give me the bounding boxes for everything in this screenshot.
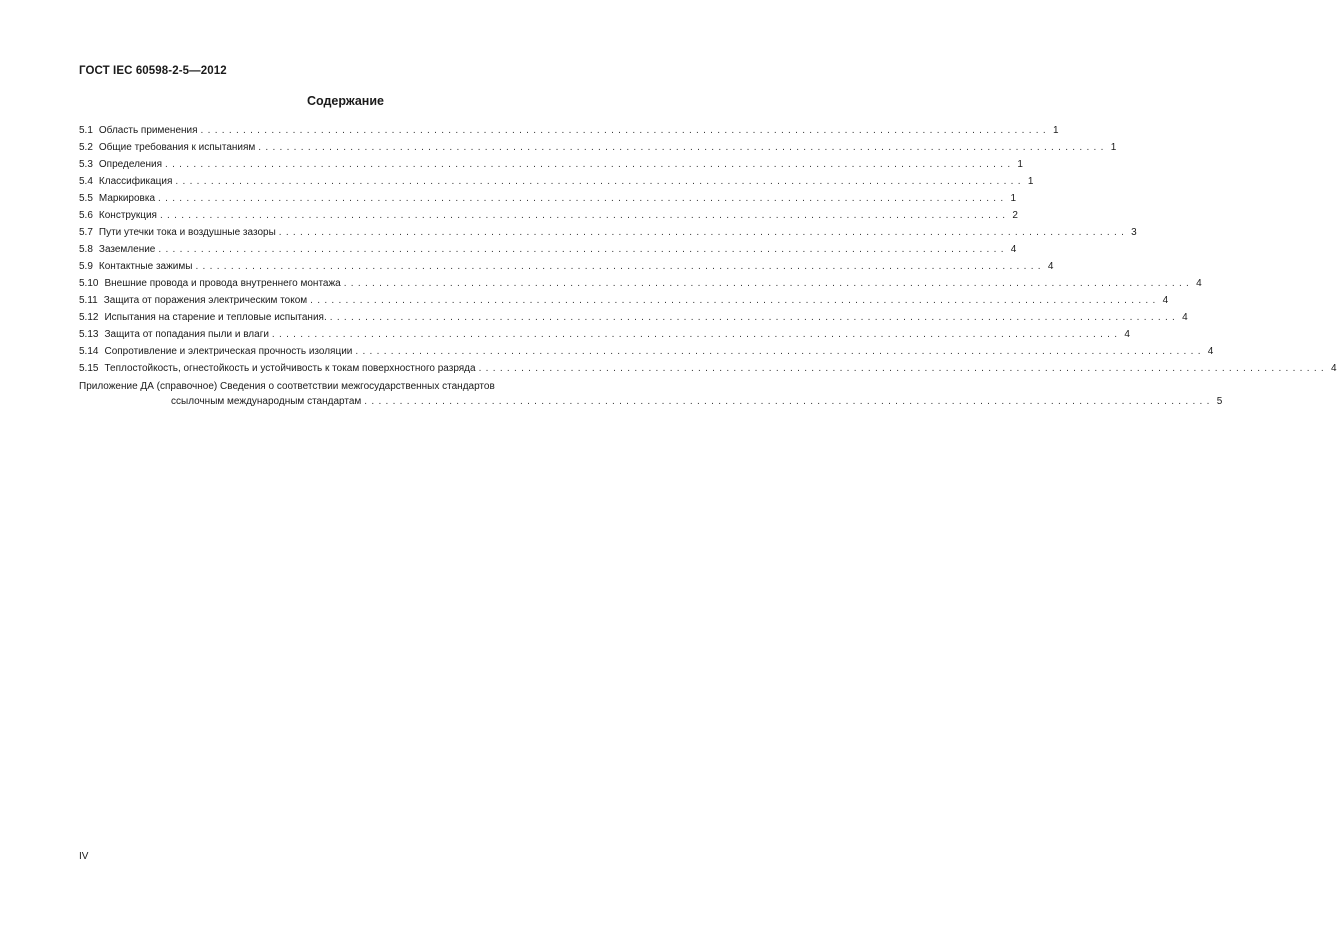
toc-entry[interactable]	[79, 207, 1018, 224]
toc-entry-number: 5.9	[79, 261, 93, 272]
toc-entry-number: 5.13	[79, 329, 99, 340]
toc-entry-number: 5.3	[79, 159, 93, 170]
toc-entry-page: 4	[1162, 295, 1169, 306]
toc-entry-page: 4	[1047, 261, 1054, 272]
toc-entry-label: Конструкция	[98, 210, 157, 221]
toc-entry[interactable]	[79, 309, 1188, 326]
toc-entry-page: 1	[1027, 176, 1034, 187]
dot-leader: ........................................................................................................................	[364, 396, 1214, 407]
toc-entry-label: Область применения	[98, 125, 198, 136]
dot-leader: ........................................................................................................................	[195, 261, 1045, 272]
dot-leader: ........................................................................................................................	[355, 346, 1205, 357]
toc-entry-label: Пути утечки тока и воздушные зазоры	[98, 227, 276, 238]
dot-leader: ........................................................................................................................	[271, 329, 1122, 340]
toc-entry-label: Контактные зажимы	[98, 261, 193, 272]
toc-entry-number: 5.7	[79, 227, 93, 238]
toc-entry-label: Испытания на старение и тепловые испытания.	[104, 312, 327, 323]
toc-entry-label: Определения	[98, 159, 162, 170]
toc-entry[interactable]	[79, 241, 1017, 258]
dot-leader: ........................................................................................................................	[258, 142, 1108, 153]
toc-entry-page: 4	[1207, 346, 1214, 357]
toc-entry[interactable]	[79, 326, 1130, 343]
dot-leader: ........................................................................................................................	[343, 278, 1194, 289]
toc-appendix-entry[interactable]	[79, 379, 1223, 409]
toc-entry-page: 1	[1010, 193, 1016, 204]
toc-entry[interactable]	[79, 360, 1337, 377]
toc-entry-label: Заземление	[98, 244, 156, 255]
toc-entry-number: 5.15	[79, 363, 99, 374]
dot-leader: ........................................................................................................................	[478, 363, 1328, 374]
dot-leader: ........................................................................................................................	[159, 210, 1010, 221]
dot-leader: ........................................................................................................................	[175, 176, 1025, 187]
toc-entry-number: 5.1	[79, 125, 93, 136]
appendix-title-line2: ссылочным международным стандартам	[171, 396, 362, 407]
dot-leader: ........................................................................................................................	[165, 159, 1015, 170]
toc-entry-page: 4	[1196, 278, 1202, 289]
toc-entry-page: 4	[1010, 244, 1017, 255]
toc-entry-page: 1	[1110, 142, 1117, 153]
toc-entry-page: 3	[1131, 227, 1137, 238]
toc-entry-number: 5.14	[79, 346, 99, 357]
toc-entry-label: Теплостойкость, огнестойкость и устойчивость к токам поверхностного разряда	[104, 363, 476, 374]
toc-entry[interactable]	[79, 173, 1034, 190]
toc-entry[interactable]	[79, 275, 1202, 292]
appendix-title-line2-row	[171, 394, 1223, 409]
dot-leader: ........................................................................................................................	[200, 125, 1050, 136]
toc-entry-number: 5.8	[79, 244, 93, 255]
standard-code: ГОСТ IEC 60598-2-5—2012	[79, 65, 227, 77]
toc-entry-label: Защита от попадания пыли и влаги	[104, 329, 269, 340]
toc-entry[interactable]	[79, 156, 1023, 173]
dot-leader: ........................................................................................................................	[158, 244, 1008, 255]
toc-entry-number: 5.5	[79, 193, 93, 204]
toc-entry-page: 4	[1331, 363, 1337, 374]
toc-entry-page: 2	[1012, 210, 1018, 221]
toc-entry[interactable]	[79, 122, 1059, 139]
appendix-page-number: 5	[1216, 396, 1223, 407]
toc-entry-page: 4	[1124, 329, 1130, 340]
toc-entry-label: Защита от поражения электрическим током	[103, 295, 308, 306]
toc-entry-number: 5.11	[79, 295, 98, 306]
toc-entry-number: 5.10	[79, 278, 99, 289]
toc-entry-label: Маркировка	[98, 193, 156, 204]
dot-leader: ........................................................................................................................	[310, 295, 1160, 306]
toc-entry-page: 1	[1052, 125, 1059, 136]
toc-entry-number: 5.2	[79, 142, 93, 153]
toc-entry[interactable]	[79, 343, 1214, 360]
toc-entry[interactable]	[79, 292, 1169, 309]
dot-leader: ........................................................................................................................	[329, 312, 1180, 323]
appendix-title-line1: Приложение ДА (справочное) Сведения о соответствии межгосударственных стандартов	[79, 381, 495, 392]
toc-entry-label: Сопротивление и электрическая прочность изоляции	[104, 346, 353, 357]
toc-entry[interactable]	[79, 258, 1054, 275]
toc-entry-page: 1	[1017, 159, 1023, 170]
toc-entry[interactable]	[79, 139, 1117, 156]
table-of-contents	[79, 122, 1337, 377]
toc-entry[interactable]	[79, 190, 1016, 207]
toc-entry-label: Классификация	[98, 176, 173, 187]
toc-title: Содержание	[306, 94, 384, 108]
dot-leader: ........................................................................................................................	[158, 193, 1008, 204]
toc-entry-number: 5.6	[79, 210, 93, 221]
toc-entry-number: 5.4	[79, 176, 93, 187]
toc-entry-number: 5.12	[79, 312, 99, 323]
page-number: IV	[79, 851, 89, 862]
toc-entry-page: 4	[1182, 312, 1188, 323]
toc-entry[interactable]	[79, 224, 1137, 241]
toc-entry-label: Внешние провода и провода внутреннего монтажа	[104, 278, 341, 289]
dot-leader: ........................................................................................................................	[278, 227, 1129, 238]
toc-entry-label: Общие требования к испытаниям	[98, 142, 256, 153]
